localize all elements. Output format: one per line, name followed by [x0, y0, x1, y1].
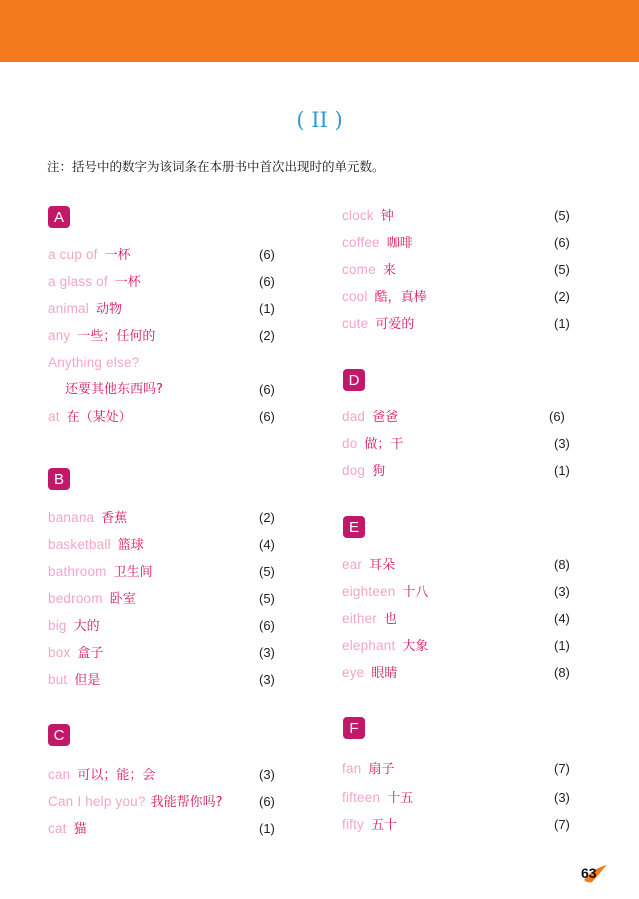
- entry-row: [48, 670, 288, 690]
- entry-row: [342, 582, 582, 602]
- entry-row: [48, 380, 288, 400]
- unit-number: (1): [259, 821, 275, 836]
- unit-number: (1): [554, 463, 570, 478]
- entry-row: [48, 765, 288, 785]
- english-word: fifteen: [342, 790, 381, 805]
- entry-row: [48, 407, 288, 427]
- unit-number: (1): [554, 638, 570, 653]
- english-word: cat: [48, 821, 67, 836]
- chinese-meaning: 但是: [74, 673, 101, 688]
- unit-number: (5): [259, 564, 275, 579]
- unit-number: (6): [259, 794, 275, 809]
- chinese-meaning: 在（某处）: [66, 410, 132, 425]
- page-number: [578, 864, 608, 884]
- english-word: Can I help you?: [48, 794, 146, 809]
- unit-number: (1): [554, 316, 570, 331]
- english-word: elephant: [342, 638, 396, 653]
- english-word: clock: [342, 208, 374, 223]
- section-letter-d: D: [343, 369, 365, 391]
- entry-row: [342, 260, 582, 280]
- section-letter-f: F: [343, 717, 365, 739]
- english-word: any: [48, 328, 71, 343]
- english-word: come: [342, 262, 376, 277]
- english-word: dad: [342, 409, 366, 424]
- chinese-meaning: 扇子: [368, 762, 395, 777]
- chinese-meaning: 还要其他东西吗?: [65, 382, 163, 397]
- entry-row: [48, 616, 288, 636]
- chinese-meaning: 我能帮你吗?: [150, 795, 223, 810]
- page-title: ( II ): [296, 108, 343, 132]
- page-number-text: 63: [581, 865, 597, 881]
- english-word: coffee: [342, 235, 380, 250]
- unit-number: (6): [554, 235, 570, 250]
- unit-number: (8): [554, 557, 570, 572]
- unit-number: (3): [554, 790, 570, 805]
- unit-number: (5): [554, 208, 570, 223]
- unit-number: (3): [259, 767, 275, 782]
- chinese-meaning: 可以；能；会: [77, 768, 156, 783]
- english-word: banana: [48, 510, 95, 525]
- entry-row: [342, 233, 582, 253]
- entry-row: [48, 643, 288, 663]
- entry-row: [48, 245, 288, 265]
- chinese-meaning: 耳朵: [369, 558, 396, 573]
- entry-row: [342, 815, 582, 835]
- entry-row: [342, 663, 582, 683]
- chinese-meaning: 动物: [95, 302, 122, 317]
- unit-number: (3): [554, 584, 570, 599]
- unit-number: (3): [259, 645, 275, 660]
- section-letter-a: A: [48, 206, 70, 228]
- entry-row: [342, 636, 582, 656]
- entry-row: [48, 535, 288, 555]
- chinese-meaning: 咖啡: [386, 236, 413, 251]
- english-word: fan: [342, 761, 362, 776]
- chinese-meaning: 猫: [73, 822, 87, 837]
- unit-number: (8): [554, 665, 570, 680]
- unit-number: (2): [259, 510, 275, 525]
- chinese-meaning: 卫生间: [113, 565, 153, 580]
- entry-row: [342, 609, 582, 629]
- unit-number: (4): [554, 611, 570, 626]
- entry-row: [48, 819, 288, 839]
- entry-row: [48, 299, 288, 319]
- english-word: Anything else?: [48, 355, 140, 370]
- english-word: dog: [342, 463, 366, 478]
- banner-torn-edge: [0, 44, 639, 66]
- english-word: box: [48, 645, 71, 660]
- chinese-meaning: 十八: [402, 585, 429, 600]
- chinese-meaning: 眼睛: [371, 666, 398, 681]
- chinese-meaning: 一杯: [104, 248, 131, 263]
- chinese-meaning: 可爱的: [375, 317, 415, 332]
- english-word: eighteen: [342, 584, 396, 599]
- english-word: either: [342, 611, 377, 626]
- english-word: a glass of: [48, 274, 108, 289]
- chinese-meaning: 十五: [387, 791, 414, 806]
- english-word: a cup of: [48, 247, 98, 262]
- chinese-meaning: 大的: [73, 619, 100, 634]
- section-letter-c: C: [48, 724, 70, 746]
- entry-row: [342, 206, 582, 226]
- chinese-meaning: 一些；任何的: [77, 329, 156, 344]
- chinese-meaning: 也: [383, 612, 397, 627]
- unit-number: (7): [554, 761, 570, 776]
- unit-number: (1): [259, 301, 275, 316]
- unit-number: (6): [259, 618, 275, 633]
- chinese-meaning: 钟: [380, 209, 394, 224]
- unit-number: (6): [259, 409, 275, 424]
- entry-row: [48, 326, 288, 346]
- entry-row: [48, 353, 288, 373]
- entry-row: [342, 407, 582, 427]
- unit-number: (7): [554, 817, 570, 832]
- english-word: animal: [48, 301, 89, 316]
- unit-number: (5): [259, 591, 275, 606]
- entry-row: [342, 287, 582, 307]
- chinese-meaning: 酷，真棒: [374, 290, 427, 305]
- entry-row: [48, 272, 288, 292]
- english-word: big: [48, 618, 67, 633]
- entry-row: [48, 508, 288, 528]
- english-word: cute: [342, 316, 369, 331]
- entry-row: [342, 555, 582, 575]
- entry-row: [48, 562, 288, 582]
- unit-number: (4): [259, 537, 275, 552]
- unit-number: (6): [259, 247, 275, 262]
- chinese-meaning: 狗: [372, 464, 386, 479]
- english-word: eye: [342, 665, 365, 680]
- entry-row: [342, 759, 582, 779]
- english-word: fifty: [342, 817, 365, 832]
- footnote-text: 注：括号中的数字为该词条在本册书中首次出现时的单元数。: [47, 159, 385, 174]
- unit-number: (3): [554, 436, 570, 451]
- chinese-meaning: 来: [382, 263, 396, 278]
- entry-row: [342, 434, 582, 454]
- english-word: ear: [342, 557, 363, 572]
- section-letter-e: E: [343, 516, 365, 538]
- entry-row: [342, 788, 582, 808]
- english-word: can: [48, 767, 71, 782]
- english-word: cool: [342, 289, 368, 304]
- english-word: basketball: [48, 537, 111, 552]
- english-word: bedroom: [48, 591, 103, 606]
- chinese-meaning: 大象: [402, 639, 429, 654]
- unit-number: (2): [554, 289, 570, 304]
- chinese-meaning: 香蕉: [101, 511, 128, 526]
- unit-number: (5): [554, 262, 570, 277]
- unit-number: (6): [549, 409, 565, 424]
- entry-row: [342, 314, 582, 334]
- unit-number: (6): [259, 274, 275, 289]
- chinese-meaning: 爸爸: [372, 410, 399, 425]
- entry-row: [48, 589, 288, 609]
- chinese-meaning: 盒子: [77, 646, 104, 661]
- english-word: at: [48, 409, 60, 424]
- chinese-meaning: 卧室: [109, 592, 136, 607]
- unit-number: (2): [259, 328, 275, 343]
- english-word: bathroom: [48, 564, 107, 579]
- entry-row: [342, 461, 582, 481]
- english-word: but: [48, 672, 68, 687]
- unit-number: (6): [259, 382, 275, 397]
- chinese-meaning: 做；干: [364, 437, 404, 452]
- section-letter-b: B: [48, 468, 70, 490]
- chinese-meaning: 一杯: [114, 275, 141, 290]
- entry-row: [48, 792, 288, 812]
- chinese-meaning: 篮球: [117, 538, 144, 553]
- english-word: do: [342, 436, 358, 451]
- unit-number: (3): [259, 672, 275, 687]
- chinese-meaning: 五十: [371, 818, 398, 833]
